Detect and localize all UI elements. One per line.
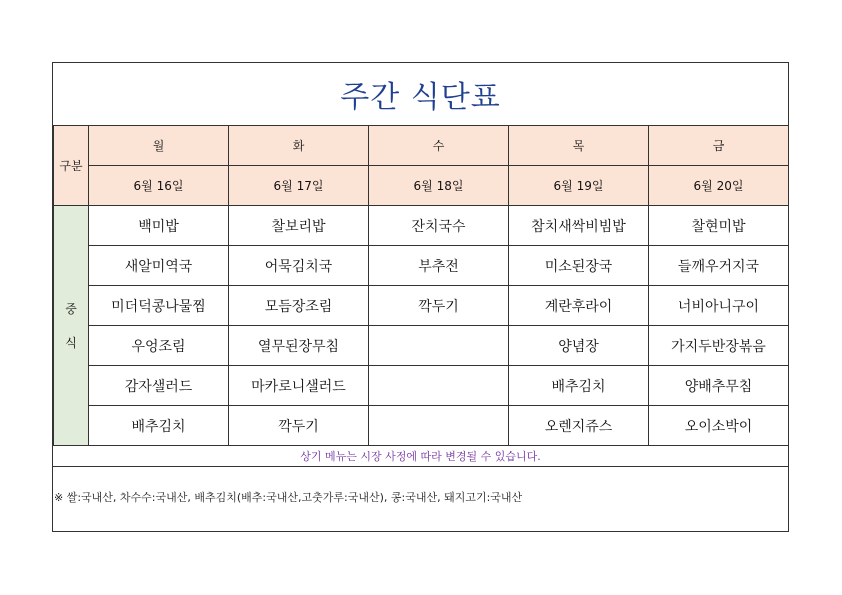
date-header-row [54,166,789,206]
menu-item [369,366,509,406]
menu-item: 오이소박이 [649,406,789,446]
page-title: 주간 식단표 [340,80,501,115]
lunch-label-line1: 중 [65,301,77,316]
lunch-label [54,206,89,446]
menu-item: 잔치국수 [369,206,509,246]
day-mon: 월 [89,126,229,166]
date-fri: 6월 20일 [649,166,789,206]
day-header-row [54,126,789,166]
menu-item: 찰현미밥 [649,206,789,246]
menu-item: 깍두기 [369,286,509,326]
menu-item: 미소된장국 [509,246,649,286]
menu-item: 양배추무침 [649,366,789,406]
menu-item: 참치새싹비빔밥 [509,206,649,246]
menu-row [54,326,789,366]
menu-item: 깍두기 [229,406,369,446]
menu-item: 가지두반장볶음 [649,326,789,366]
gubun-label: 구분 [54,126,89,206]
menu-item: 열무된장무침 [229,326,369,366]
menu-row [54,406,789,446]
menu-item: 배추김치 [89,406,229,446]
menu-item: 양념장 [509,326,649,366]
menu-item: 부추전 [369,246,509,286]
menu-table [53,125,789,446]
menu-item: 찰보리밥 [229,206,369,246]
day-thu: 목 [509,126,649,166]
menu-item: 우엉조림 [89,326,229,366]
menu-item: 오렌지쥬스 [509,406,649,446]
day-tue: 화 [229,126,369,166]
origin-text: ※ 쌀:국내산, 차수수:국내산, 배추김치(배추:국내산,고춧가루:국내산), 콩:국내산, 돼지고기:국내산 [54,491,523,504]
menu-item [369,326,509,366]
day-fri: 금 [649,126,789,166]
menu-item: 백미밥 [89,206,229,246]
menu-item: 어묵김치국 [229,246,369,286]
menu-item: 마카로니샐러드 [229,366,369,406]
menu-row [54,206,789,246]
menu-item [369,406,509,446]
menu-item: 모듬장조림 [229,286,369,326]
menu-row [54,366,789,406]
date-mon: 6월 16일 [89,166,229,206]
menu-item: 배추김치 [509,366,649,406]
menu-row [54,286,789,326]
notice-text: 상기 메뉴는 시장 사정에 따라 변경될 수 있습니다. [53,446,788,467]
menu-sheet [52,62,789,532]
menu-item: 너비아니구이 [649,286,789,326]
date-tue: 6월 17일 [229,166,369,206]
lunch-label-line2: 식 [65,335,77,350]
menu-row [54,246,789,286]
menu-item: 미더덕콩나물찜 [89,286,229,326]
date-wed: 6월 18일 [369,166,509,206]
date-thu: 6월 19일 [509,166,649,206]
menu-item: 계란후라이 [509,286,649,326]
day-wed: 수 [369,126,509,166]
menu-item: 감자샐러드 [89,366,229,406]
menu-item: 들깨우거지국 [649,246,789,286]
menu-item: 새알미역국 [89,246,229,286]
